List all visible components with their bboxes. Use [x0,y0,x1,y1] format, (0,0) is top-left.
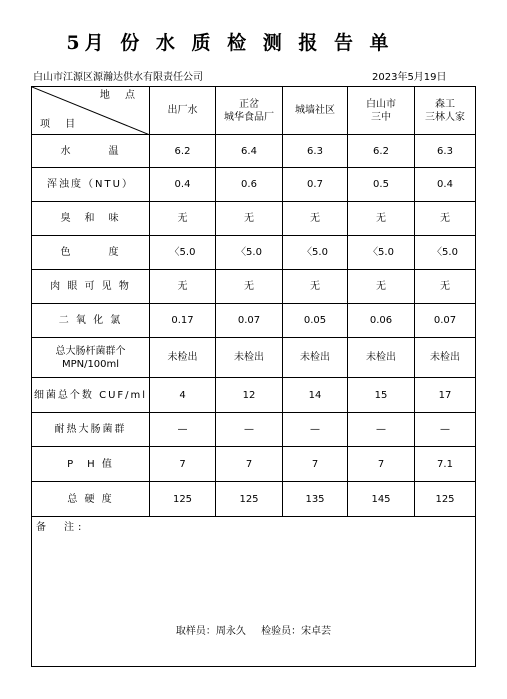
table-cell: 4 [150,378,216,413]
table-row [32,413,476,447]
table-cell: 145 [348,482,415,517]
notes-label: 备 注: [36,522,86,533]
table-cell: 125 [415,482,476,517]
table-cell: 无 [283,202,348,236]
table-cell: 6.2 [150,135,216,168]
table-cell: 0.07 [415,304,476,338]
table-cell: 0.6 [216,168,283,202]
report-date: 2023年5月19日 [372,72,447,83]
item-name: P H 值 [32,447,150,482]
table-cell: 无 [415,270,476,304]
item-name: 肉 眼 可 见 物 [32,270,150,304]
table-row [32,482,476,517]
item-name: 二 氧 化 氯 [32,304,150,338]
table-row [32,168,476,202]
site-name: 森工 三林人家 [425,98,465,123]
table-cell: 135 [283,482,348,517]
site-header [415,87,476,135]
inspector-signature: 检验员：宋卓芸 [261,626,332,637]
table-cell: 未检出 [348,338,415,378]
table-row [32,135,476,168]
report-title: 5月 份 水 质 检 测 报 告 单 [66,32,394,54]
table-cell: 未检出 [216,338,283,378]
table-cell: 7 [283,447,348,482]
notes-cell [32,517,476,667]
table-cell: 未检出 [415,338,476,378]
table-cell: — [283,413,348,447]
item-name: 色 度 [32,236,150,270]
table-cell: 0.4 [415,168,476,202]
item-name: 细菌总个数 CUF/ml [32,378,150,413]
table-cell: 无 [283,270,348,304]
item-name: 总大肠杆菌群个 MPN/100ml [32,338,150,378]
site-name: 白山市 三中 [366,98,396,123]
notes-row [32,517,476,667]
item-name: 水 温 [32,135,150,168]
table-cell: 14 [283,378,348,413]
site-name: 出厂水 [167,105,198,116]
site-header [150,87,216,135]
table-cell: 6.3 [283,135,348,168]
table-cell: 125 [216,482,283,517]
table-cell: 15 [348,378,415,413]
table-row [32,270,476,304]
table-cell: 0.07 [216,304,283,338]
table-cell: 无 [348,202,415,236]
table-cell: — [150,413,216,447]
table-cell: 0.06 [348,304,415,338]
table-cell: 6.3 [415,135,476,168]
location-label: 地 点 [99,90,141,101]
site-name: 城墙社区 [295,105,335,116]
table-cell: 无 [216,270,283,304]
table-cell: 7 [216,447,283,482]
table-cell: — [216,413,283,447]
table-cell: 〈5.0 [283,236,348,270]
table-cell: 未检出 [150,338,216,378]
table-cell: 无 [415,202,476,236]
table-cell: 无 [150,270,216,304]
header-diagonal-cell [32,87,150,135]
table-cell: 0.05 [283,304,348,338]
table-body [32,87,476,667]
table-cell: 无 [150,202,216,236]
table-cell: 7 [150,447,216,482]
table-row [32,338,476,378]
site-header [348,87,415,135]
table-row [32,202,476,236]
sampler-signature: 取样员：周永久 [175,626,246,637]
table-cell: 未检出 [283,338,348,378]
table-cell: 0.4 [150,168,216,202]
table-cell: 17 [415,378,476,413]
table-cell: 〈5.0 [348,236,415,270]
table-cell: 〈5.0 [150,236,216,270]
item-name: 总 硬 度 [32,482,150,517]
signature-line [32,625,475,638]
item-name: 耐热大肠菌群 [32,413,150,447]
table-cell: — [348,413,415,447]
site-name: 正岔 城华食品厂 [224,98,274,123]
table-row [32,378,476,413]
table-cell: 0.5 [348,168,415,202]
header-row [32,87,476,135]
table-cell: 6.2 [348,135,415,168]
table-row [32,447,476,482]
table-cell: 无 [216,202,283,236]
company-name: 白山市江源区源瀚达供水有限责任公司 [33,72,203,83]
item-name: 臭 和 味 [32,202,150,236]
water-quality-table [31,86,476,667]
table-cell: 12 [216,378,283,413]
table-cell: 7 [348,447,415,482]
item-name: 浑浊度（NTU） [32,168,150,202]
table-cell: 〈5.0 [415,236,476,270]
table-cell: 无 [348,270,415,304]
table-cell: 6.4 [216,135,283,168]
site-header [216,87,283,135]
table-row [32,304,476,338]
table-cell: 〈5.0 [216,236,283,270]
table-cell: 0.17 [150,304,216,338]
site-header [283,87,348,135]
item-label: 项 目 [40,119,82,130]
table-row [32,236,476,270]
table-cell: 125 [150,482,216,517]
table-cell: 0.7 [283,168,348,202]
table-cell: 7.1 [415,447,476,482]
table-cell: — [415,413,476,447]
